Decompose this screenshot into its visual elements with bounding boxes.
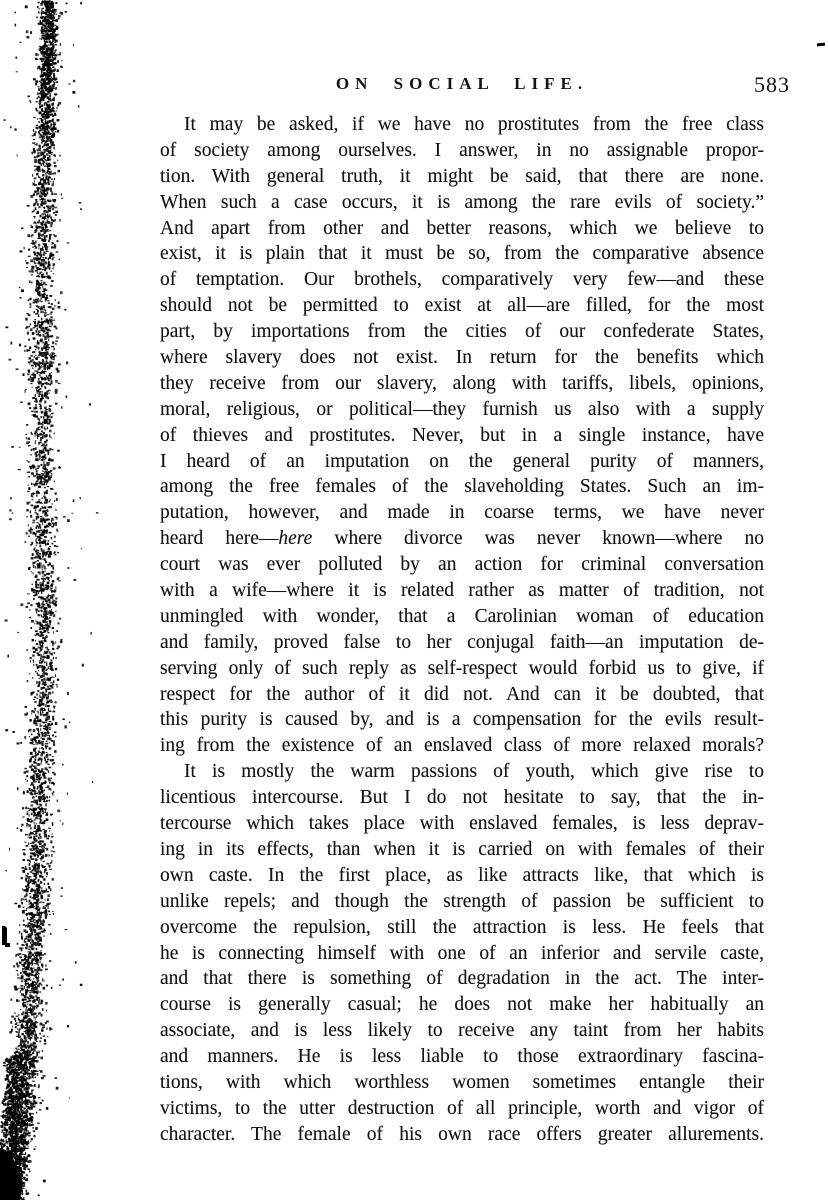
text-line: exist, it is plain that it must be so, from the comparative absence <box>160 243 764 265</box>
paragraph <box>160 112 764 759</box>
text-line: of society among ourselves. I answer, in no assignable propor- <box>160 139 764 161</box>
text-line: tions, with which worthless women sometimes entangle their <box>160 1071 764 1093</box>
text-line: And apart from other and better reasons, which we believe to <box>160 217 764 239</box>
text-line: this purity is caused by, and is a compensation for the evils result- <box>160 709 764 731</box>
text-line: unlike repels; and though the strength of passion be sufficient to <box>160 890 764 912</box>
text-line: part, by importations from the cities of our confederate States, <box>160 321 764 343</box>
text-line: and family, proved false to her conjugal faith—an imputation de- <box>160 631 764 653</box>
text-line: unmingled with wonder, that a Carolinian woman of education <box>160 605 764 627</box>
text-line: ing from the existence of an enslaved class of more relaxed morals? <box>160 735 764 757</box>
scan-artifact-dash <box>817 43 825 47</box>
running-title: ON SOCIAL LIFE. <box>335 74 589 93</box>
text-line: should not be permitted to exist at all—are filled, for the most <box>160 295 764 317</box>
text-line: and that there is something of degradation in the act. The inter- <box>160 968 764 990</box>
text-line: moral, religious, or political—they furnish us also with a supply <box>160 398 764 420</box>
text-line: When such a case occurs, it is among the rare evils of society.” <box>160 191 764 213</box>
text-line: licentious intercourse. But I do not hesitate to say, that the in- <box>160 787 764 809</box>
page-header <box>0 72 828 102</box>
text-line: court was ever polluted by an action for criminal conversation <box>160 554 764 576</box>
text-line: associate, and is less likely to receive any taint from her habits <box>160 1020 764 1042</box>
text-line: own caste. In the first place, as like attracts like, that which is <box>160 864 764 886</box>
text-line: character. The female of his own race offers greater allurements. <box>160 1123 764 1145</box>
text-line: and manners. He is less liable to those extraordinary fascina- <box>160 1046 764 1068</box>
text-line: of temptation. Our brothels, comparatively very few—and these <box>160 269 764 291</box>
text-line: victims, to the utter destruction of all principle, worth and vigor of <box>160 1097 764 1119</box>
scan-artifact-bracket <box>2 926 7 945</box>
text-line: course is generally casual; he does not make her habitually an <box>160 994 764 1016</box>
page-number: 583 <box>754 72 790 97</box>
paragraph <box>160 759 764 1147</box>
text-line: I heard of an imputation on the general purity of manners, <box>160 450 764 472</box>
text-line: It may be asked, if we have no prostitutes from the free class <box>184 114 764 135</box>
text-line: ing in its effects, than when it is carried on with females of their <box>160 838 764 860</box>
text-line: tion. With general truth, it might be said, that there are none. <box>160 165 764 187</box>
text-line: tercourse which takes place with enslaved females, is less deprav- <box>160 813 764 835</box>
text-line: they receive from our slavery, along with tariffs, libels, opinions, <box>160 372 764 394</box>
text-line: he is connecting himself with one of an inferior and servile caste, <box>160 942 764 964</box>
text-line: among the free females of the slaveholding States. Such an im- <box>160 476 764 498</box>
text-line: of thieves and prostitutes. Never, but in a single instance, have <box>160 424 764 446</box>
text-line: where slavery does not exist. In return for the benefits which <box>160 347 764 369</box>
text-line: with a wife—where it is related rather as matter of tradition, not <box>160 580 764 602</box>
scan-noise-left-edge <box>0 0 130 1200</box>
page-text <box>160 112 764 1148</box>
text-line: respect for the author of it did not. And can it be doubted, that <box>160 683 764 705</box>
text-line: serving only of such reply as self-respect would forbid us to give, if <box>160 657 764 679</box>
text-line: putation, however, and made in coarse terms, we have never <box>160 502 764 524</box>
text-line: It is mostly the warm passions of youth, which give rise to <box>184 761 764 783</box>
text-line: overcome the repulsion, still the attraction is less. He feels that <box>160 916 764 938</box>
text-line: heard here—here where divorce was never known—where no <box>160 528 764 550</box>
